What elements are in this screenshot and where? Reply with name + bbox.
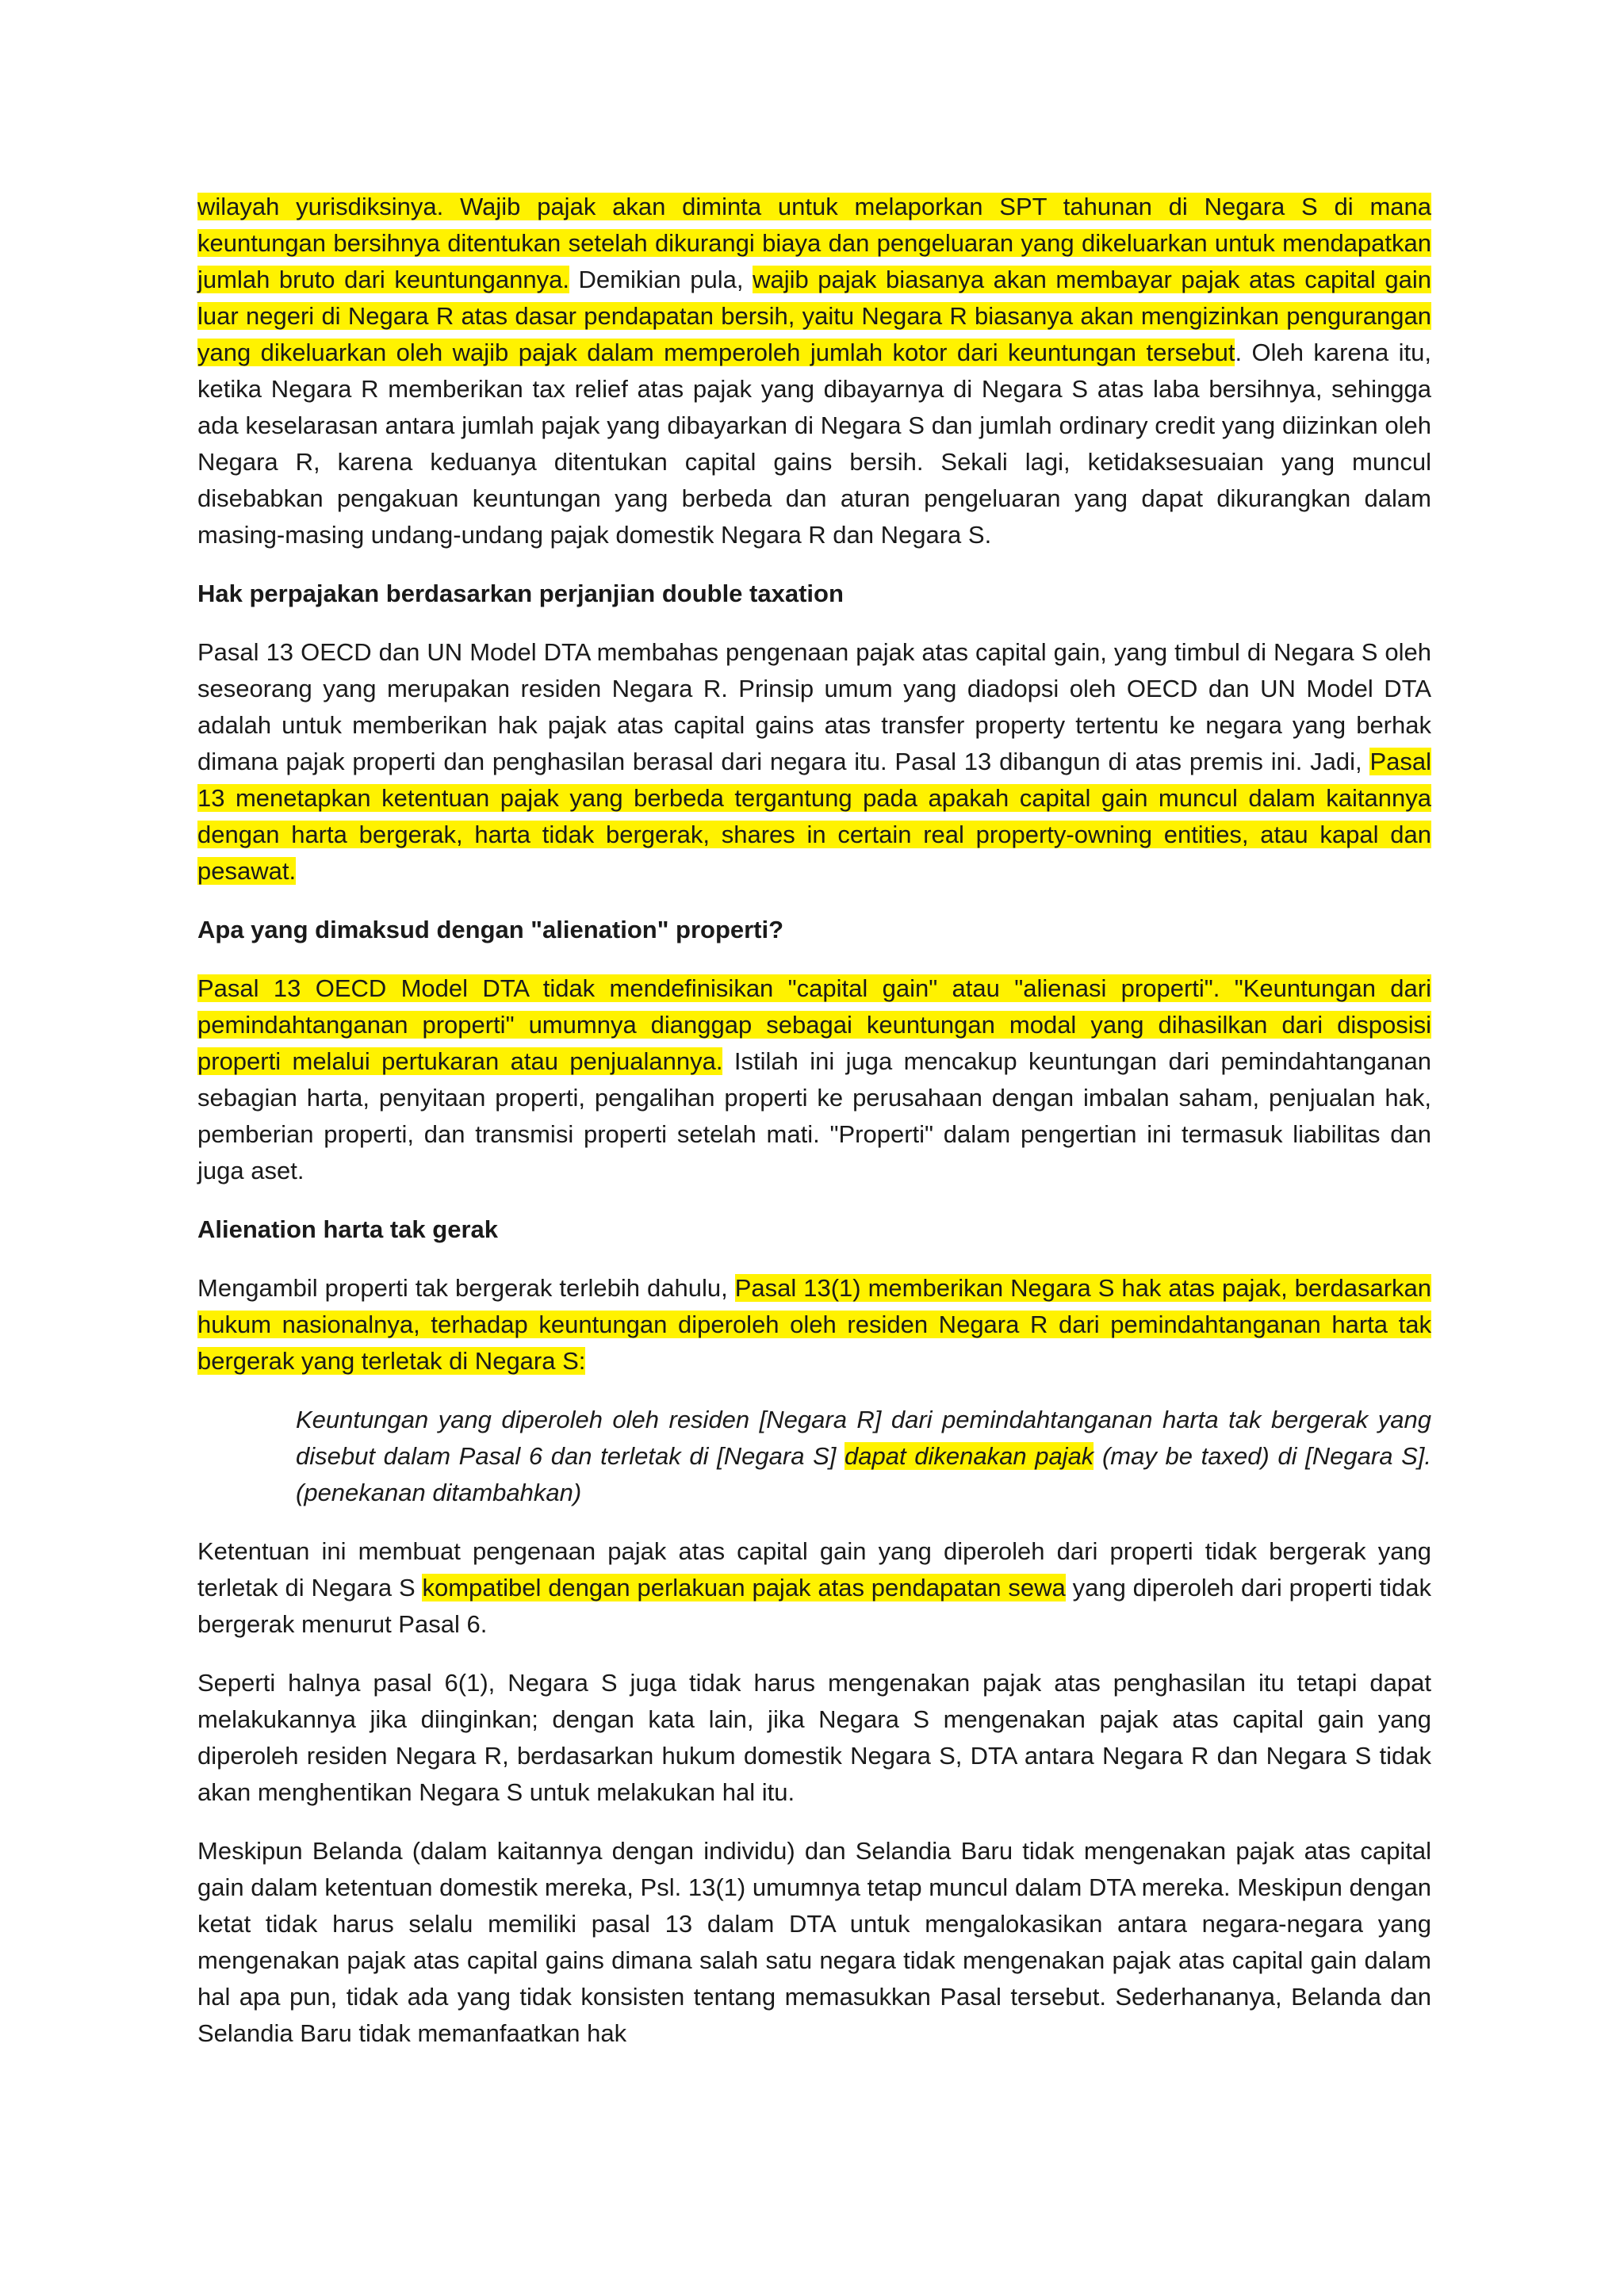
quote-text: Keuntungan yang diperoleh oleh residen [Negara R] dari pemindahtanganan harta tak bergerak yang disebut dalam Pasal 6 dan terletak di [Negara S] (296, 1406, 1431, 1470)
paragraph-netherlands-new-zealand (197, 1833, 1431, 2052)
body-text: Demikian pula, (569, 266, 753, 293)
body-text: Mengambil properti tak bergerak terlebih dahulu, (197, 1274, 735, 1302)
document-page (197, 189, 1431, 2074)
block-quote (296, 1402, 1431, 1511)
body-text: Ketentuan ini membuat pengenaan pajak atas capital gain yang diperoleh dari properti tidak bergerak yang terletak di Negara S (197, 1537, 1431, 1601)
heading-text: Hak perpajakan berdasarkan perjanjian double taxation (197, 580, 844, 607)
body-text: . Oleh karena itu, ketika Negara R memberikan tax relief atas pajak yang dibayarnya di Negara S atas laba bersihnya, sehingga ada keselarasan antara jumlah pajak yang dibayarkan di Negara S dan jumlah ordinary credit yang diizinkan oleh Negara R, karena keduanya ditentukan capital gains bersih. Sekali lagi, ketidaksesuaian yang muncul disebabkan pengakuan keuntungan yang berbeda dan aturan pengeluaran yang dapat dikurangkan dalam masing-masing undang-undang pajak domestik Negara R dan Negara S. (197, 339, 1431, 549)
highlighted-text: Pasal 13(1) memberikan Negara S hak atas pajak, berdasarkan hukum nasionalnya, terhadap keuntungan diperoleh oleh residen Negara R dari pemindahtanganan harta tak bergerak yang terletak di Negara S: (197, 1274, 1431, 1375)
paragraph-net-gain-basis (197, 189, 1431, 553)
section-heading-immovable-property (197, 1211, 1431, 1248)
paragraph-article-13-1 (197, 1270, 1431, 1380)
paragraph-article-13 (197, 634, 1431, 890)
body-text: Seperti halnya pasal 6(1), Negara S juga tidak harus mengenakan pajak atas penghasilan itu tetapi dapat melakukannya jika diinginkan; dengan kata lain, jika Negara S mengenakan pajak atas capital gain yang diperoleh residen Negara R, berdasarkan hukum domestik Negara S, DTA antara Negara R dan Negara S tidak akan menghentikan Negara S untuk melakukan hal itu. (197, 1669, 1431, 1806)
paragraph-rental-income-compatibility (197, 1533, 1431, 1643)
body-text: yang diperoleh dari properti tidak bergerak menurut Pasal 6. (197, 1574, 1431, 1638)
section-heading-taxing-rights (197, 576, 1431, 612)
highlighted-text: wilayah yurisdiksinya. Wajib pajak akan diminta untuk melaporkan SPT tahunan di Negara S di mana keuntungan bersihnya ditentukan setelah dikurangi biaya dan pengeluaran yang dikeluarkan untuk mendapatkan jumlah bruto dari keuntungannya. (197, 193, 1431, 293)
body-text: Istilah ini juga mencakup keuntungan dari pemindahtanganan sebagian harta, penyitaan properti, pengalihan properti ke perusahaan dengan imbalan saham, penjualan hak, pemberian properti, dan transmisi properti setelah mati. "Properti" dalam pengertian ini termasuk liabilitas dan juga aset. (197, 1047, 1431, 1184)
body-text: Meskipun Belanda (dalam kaitannya dengan individu) dan Selandia Baru tidak mengenakan pajak atas capital gain dalam ketentuan domestik mereka, Psl. 13(1) umumnya tetap muncul dalam DTA mereka. Meskipun dengan ketat tidak harus selalu memiliki pasal 13 dalam DTA untuk mengalokasikan antara negara-negara yang mengenakan pajak atas capital gains dimana salah satu negara tidak mengenakan pajak atas capital gain dalam hal apa pun, tidak ada yang tidak konsisten tentang memasukkan Pasal tersebut. Sederhananya, Belanda dan Selandia Baru tidak memanfaatkan hak (197, 1837, 1431, 2047)
section-heading-alienation-meaning (197, 912, 1431, 948)
highlighted-text: dapat dikenakan pajak (845, 1442, 1094, 1470)
paragraph-alienation-definition (197, 970, 1431, 1189)
heading-text: Alienation harta tak gerak (197, 1215, 499, 1243)
highlighted-text: Pasal 13 menetapkan ketentuan pajak yang berbeda tergantung pada apakah capital gain muncul dalam kaitannya dengan harta bergerak, harta tidak bergerak, shares in certain real property-owning entities, atau kapal dan pesawat. (197, 748, 1431, 885)
quote-text: (may be taxed) di [Negara S]. (penekanan ditambahkan) (296, 1442, 1431, 1506)
heading-text: Apa yang dimaksud dengan "alienation" properti? (197, 916, 784, 943)
paragraph-article-6-comparison (197, 1665, 1431, 1811)
highlighted-text: kompatibel dengan perlakuan pajak atas pendapatan sewa (422, 1574, 1066, 1601)
highlighted-text: wajib pajak biasanya akan membayar pajak atas capital gain luar negeri di Negara R atas dasar pendapatan bersih, yaitu Negara R biasanya akan mengizinkan pengurangan yang dikeluarkan oleh wajib pajak dalam memperoleh jumlah kotor dari keuntungan tersebut (197, 266, 1431, 366)
highlighted-text: Pasal 13 OECD Model DTA tidak mendefinisikan "capital gain" atau "alienasi properti". "Keuntungan dari pemindahtanganan properti" umumnya dianggap sebagai keuntungan modal yang dihasilkan dari disposisi properti melalui pertukaran atau penjualannya. (197, 974, 1431, 1075)
body-text: Pasal 13 OECD dan UN Model DTA membahas pengenaan pajak atas capital gain, yang timbul di Negara S oleh seseorang yang merupakan residen Negara R. Prinsip umum yang diadopsi oleh OECD dan UN Model DTA adalah untuk memberikan hak pajak atas capital gains atas transfer property tertentu ke negara yang berhak dimana pajak properti dan penghasilan berasal dari negara itu. Pasal 13 dibangun di atas premis ini. Jadi, (197, 638, 1431, 775)
